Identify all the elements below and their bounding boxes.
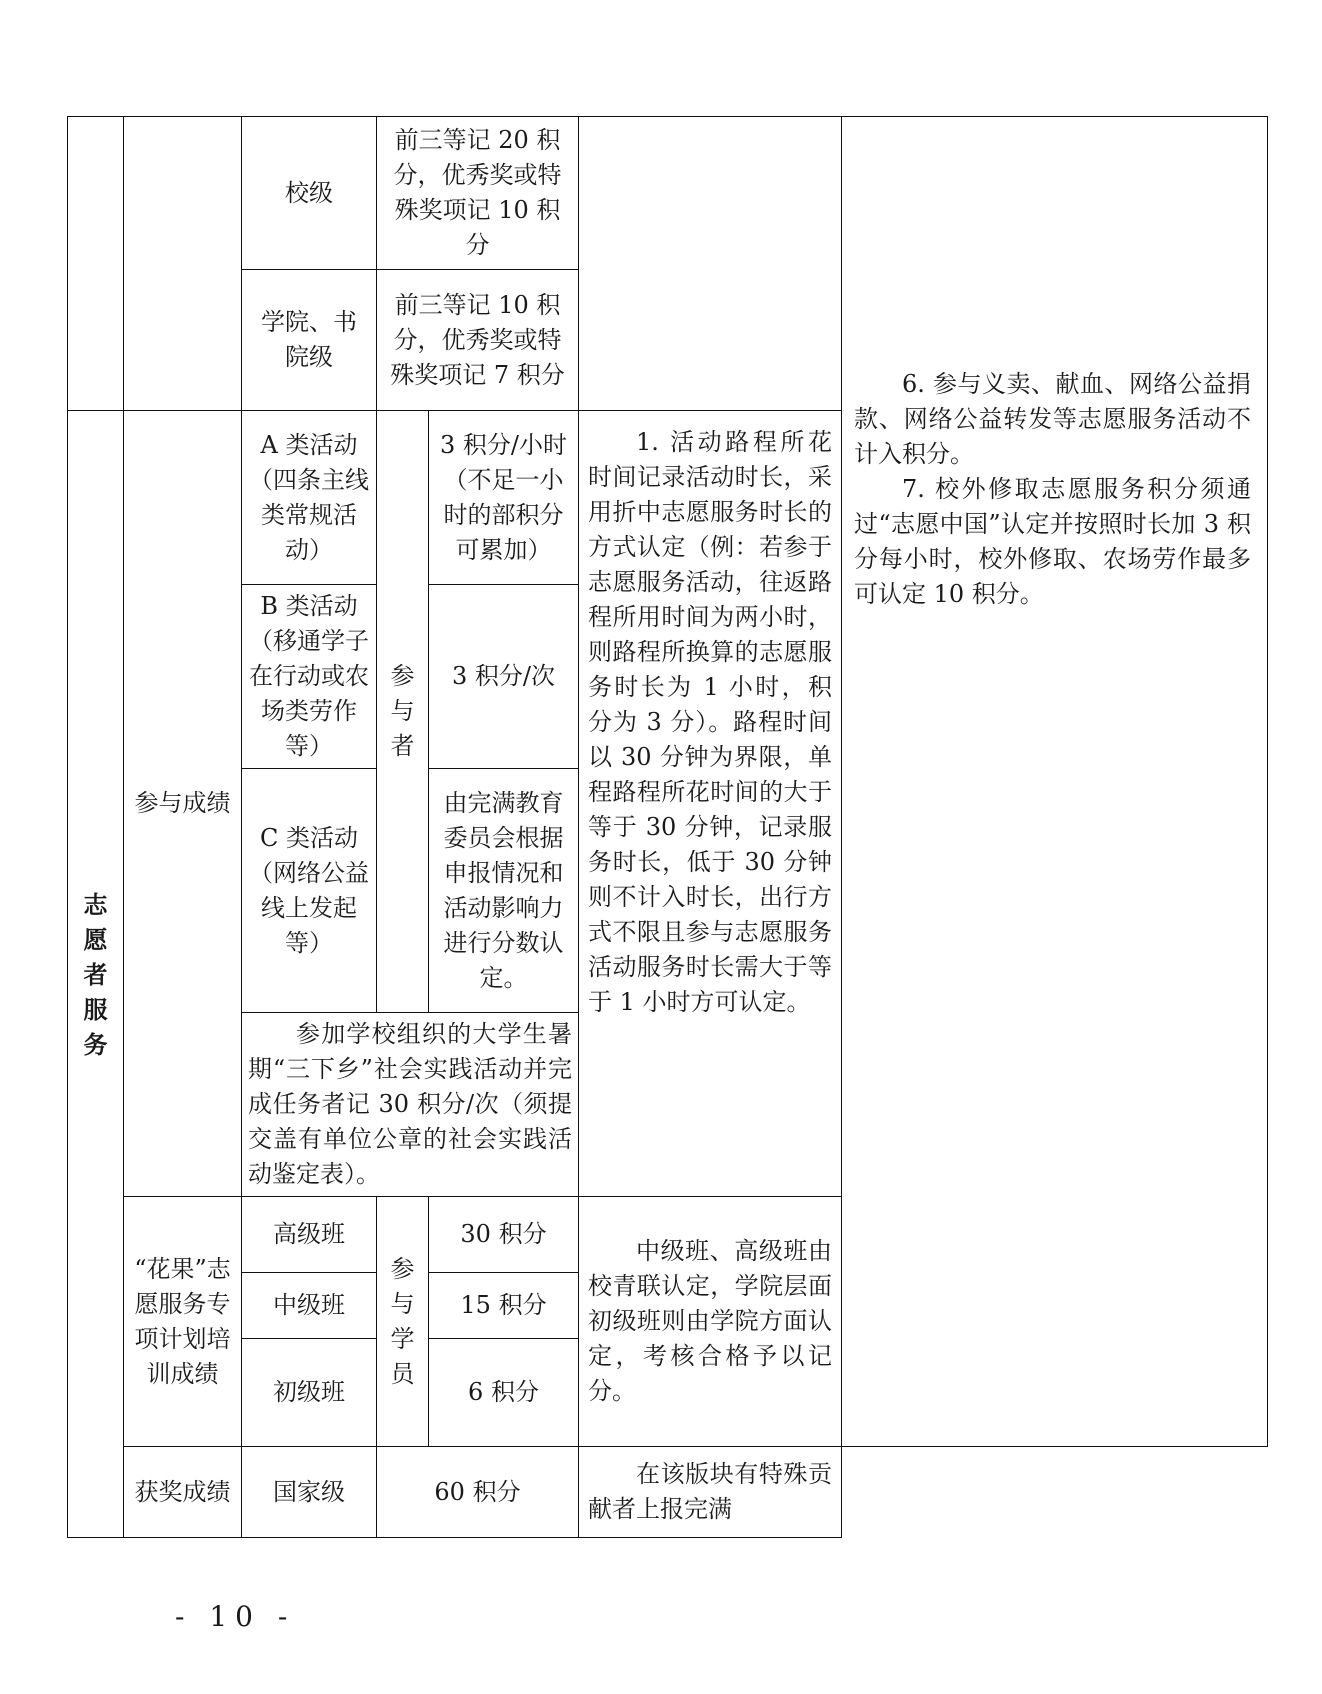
table-row [68, 117, 1268, 270]
participation-label: 参与成绩 [124, 411, 242, 1197]
training-label: “花果”志愿服务专项计划培训成绩 [124, 1197, 242, 1447]
category-volunteer-service: 志愿者服务 [68, 411, 124, 1538]
category-cell-empty [68, 117, 124, 411]
beginner-class-score: 6 积分 [429, 1339, 579, 1447]
school-level-score: 前三等记 20 积分，优秀奖或特殊奖项记 10 积分 [377, 117, 579, 270]
right-notes [842, 117, 1268, 1447]
notes-cell-empty [579, 117, 842, 411]
college-level-label: 学院、书院级 [242, 270, 377, 411]
b-class-label: B 类活动（移通学子在行动或农场类劳作等） [242, 585, 377, 769]
participant-role: 参与者 [377, 411, 429, 1013]
trainee-role: 参与学员 [377, 1197, 429, 1447]
a-class-label: A 类活动（四条主线类常规活动） [242, 411, 377, 585]
advanced-class-label: 高级班 [242, 1197, 377, 1273]
awards-label: 获奖成绩 [124, 1447, 242, 1538]
right-note-7: 7. 校外修取志愿服务积分须通过“志愿中国”认定并按照时长加 3 积分每小时，校外修取、农场劳作最多可认定 10 积分。 [854, 475, 1251, 608]
awards-note: 在该版块有特殊贡献者上报完满 [579, 1447, 842, 1538]
right-note-6: 6. 参与义卖、献血、网络公益捐款、网络公益转发等志愿服务活动不计入积分。 [854, 370, 1251, 468]
beginner-class-label: 初级班 [242, 1339, 377, 1447]
a-class-score: 3 积分/小时（不足一小时的部积分可累加） [429, 411, 579, 585]
c-class-score: 由完满教育委员会根据申报情况和活动影响力进行分数认定。 [429, 769, 579, 1013]
c-class-label: C 类活动（网络公益线上发起等） [242, 769, 377, 1013]
subcategory-cell-empty [124, 117, 242, 411]
sanxiaxiang-text: 参加学校组织的大学生暑期“三下乡”社会实践活动并完成任务者记 30 积分/次（须提交盖有单位公章的社会实践活动鉴定表）。 [242, 1013, 579, 1197]
advanced-class-score: 30 积分 [429, 1197, 579, 1273]
training-note: 中级班、高级班由校青联认定，学院层面初级班则由学院方面认定，考核合格予以记分。 [579, 1197, 842, 1447]
school-level-label: 校级 [242, 117, 377, 270]
participation-note: 1. 活动路程所花时间记录活动时长，采用折中志愿服务时长的方式认定（例：若参于志愿服务活动，往返路程所用时间为两小时，则路程所换算的志愿服务时长为 1 小时，积分为 3 分）。路程时间以 30 分钟为界限，单程路程所花时间的大于等于 30 分钟，记录服务时长，低于 30 分钟则不计入时长，出行方式不限且参与志愿服务活动服务时长需大于等于 1 小时方可认定。 [579, 411, 842, 1197]
college-level-score: 前三等记 10 积分，优秀奖或特殊奖项记 7 积分 [377, 270, 579, 411]
page-number: - 10 - [175, 1600, 296, 1633]
b-class-score: 3 积分/次 [429, 585, 579, 769]
table-row [68, 1447, 1268, 1538]
national-level-score: 60 积分 [377, 1447, 579, 1538]
scoring-table [67, 116, 1268, 1538]
intermediate-class-label: 中级班 [242, 1273, 377, 1339]
national-level-label: 国家级 [242, 1447, 377, 1538]
intermediate-class-score: 15 积分 [429, 1273, 579, 1339]
